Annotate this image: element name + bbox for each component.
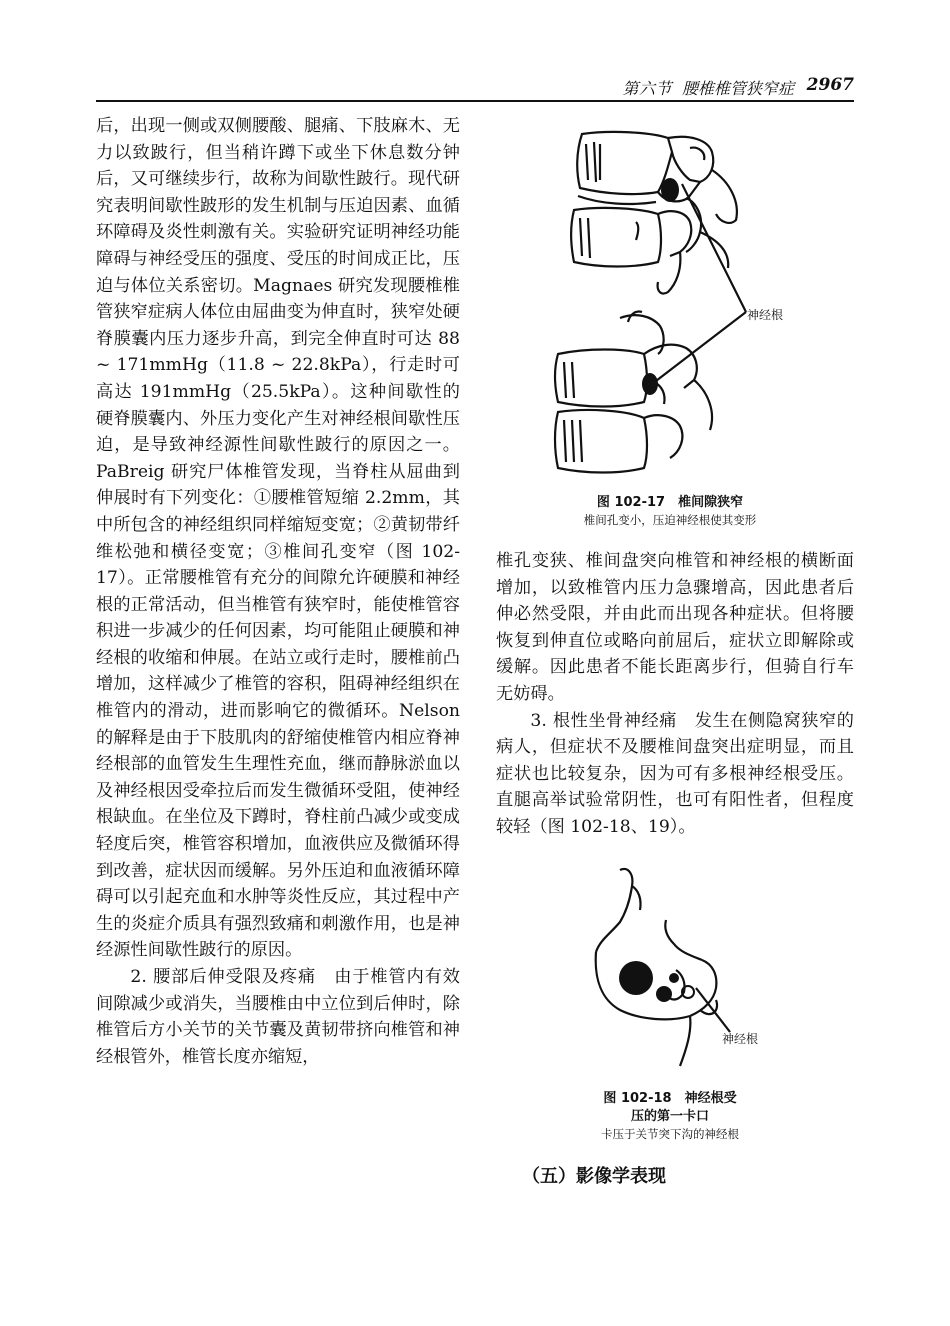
caption-description: 卡压于关节突下沟的神经根: [601, 1127, 739, 1141]
paragraph: 2. 腰部后伸受限及疼痛 由于椎管内有效间隙减少或消失，当腰椎由中立位到后伸时，除椎管后方小关节的关节囊及黄韧带挤向椎管和神经根管外，椎管长度亦缩短，: [96, 967, 460, 1067]
header-section: 第六节: [622, 79, 672, 98]
page-number: 2967: [806, 75, 854, 95]
left-column: [96, 113, 460, 1070]
figure-102-17-label: 神经根: [747, 308, 784, 322]
caption-title-line1: 图 102-18 神经根受: [603, 1091, 737, 1106]
figure-102-18-illustration: [580, 860, 760, 1080]
caption-title-line2: 压的第一卡口: [630, 1109, 709, 1124]
right-column: [496, 548, 854, 841]
paragraph: 3. 根性坐骨神经痛 发生在侧隐窝狭窄的病人，但症状不及腰椎间盘突出症明显，而且症状也比较复杂，因为可有多根神经根受压。直腿高举试验常阴性，也可有阳性者，但程度较轻（图 102-18、19）。: [496, 710, 854, 837]
paragraph: 后，出现一侧或双侧腰酸、腿痛、下肢麻木、无力以致跛行，但当稍许蹲下或坐下休息数分钟后，又可继续步行，故称为间歇性跛行。现代研究表明间歇性跛形的发生机制与压迫因素、血循环障碍及炎性刺激有关。实验研究证明神经功能障碍与神经受压的强度、受压的时间成正比，压迫与体位关系密切。Magnaes 研究发现腰椎椎管狭窄症病人体位由屈曲变为伸直时，狭窄处硬脊膜囊内压力逐步升高，到完全伸直时可达 88 ~ 171mmHg（11.8 ~ 22.8kPa），行走时可高达 191mmHg（25.5kPa）。这种间歇性的硬脊膜囊内、外压力变化产生对神经根间歇性压迫，是导致神经源性间歇性跛行的原因之一。PaBreig 研究尸体椎管发现，当脊柱从屈曲到伸展时有下列变化：①腰椎管短缩 2.2mm，其中所包含的神经组织同样缩短变宽；②黄韧带纤维松弛和横径变宽；③椎间孔变窄（图 102-17）。正常腰椎管有充分的间隙允许硬膜和神经根的正常活动，但当椎管有狭窄时，能使椎管容积进一步减少的任何因素，均可能阻止硬膜和神经根的收缩和伸展。在站立或行走时，腰椎前凸增加，这样减少了椎管的容积，阻碍神经组织在椎管内的滑动，进而影响它的微循环。Nelson 的解释是由于下肢肌肉的舒缩使椎管内相应脊神经根部的血管发生生理性充血，继而静脉淤血以及神经根因受牵拉后而发生微循环受阻，使神经根缺血。在坐位及下蹲时，脊柱前凸减少或变成轻度后突，椎管容积增加，血液供应及微循环得到改善，症状因而缓解。另外压迫和血液循环障碍可以引起充血和水肿等炎性反应，其过程中产生的炎症介质具有强烈致痛和刺激作用，也是神经源性间歇性跛行的原因。: [96, 116, 460, 961]
paragraph: 椎孔变狭、椎间盘突向椎管和神经根的横断面增加，以致椎管内压力急骤增高，因此患者后伸必然受限，并由此而出现各种症状。但将腰恢复到伸直位或略向前屈后，症状立即解除或缓解。因此患者不能长距离步行，但骑自行车无妨碍。: [496, 551, 854, 704]
figure-102-17-caption: [540, 494, 800, 529]
caption-description: 椎间孔变小，压迫神经根使其变形: [583, 513, 757, 527]
caption-title: 图 102-17 椎间隙狭窄: [596, 495, 744, 510]
running-header: [96, 76, 854, 102]
section-subheading: （五）影像学表现: [522, 1166, 666, 1187]
header-title: 腰椎椎管狭窄症: [681, 79, 794, 98]
figure-102-18-caption: [580, 1090, 760, 1143]
figure-102-18-label: 神经根: [722, 1032, 759, 1046]
vertebra-cross-section-drawing: [580, 860, 760, 1080]
